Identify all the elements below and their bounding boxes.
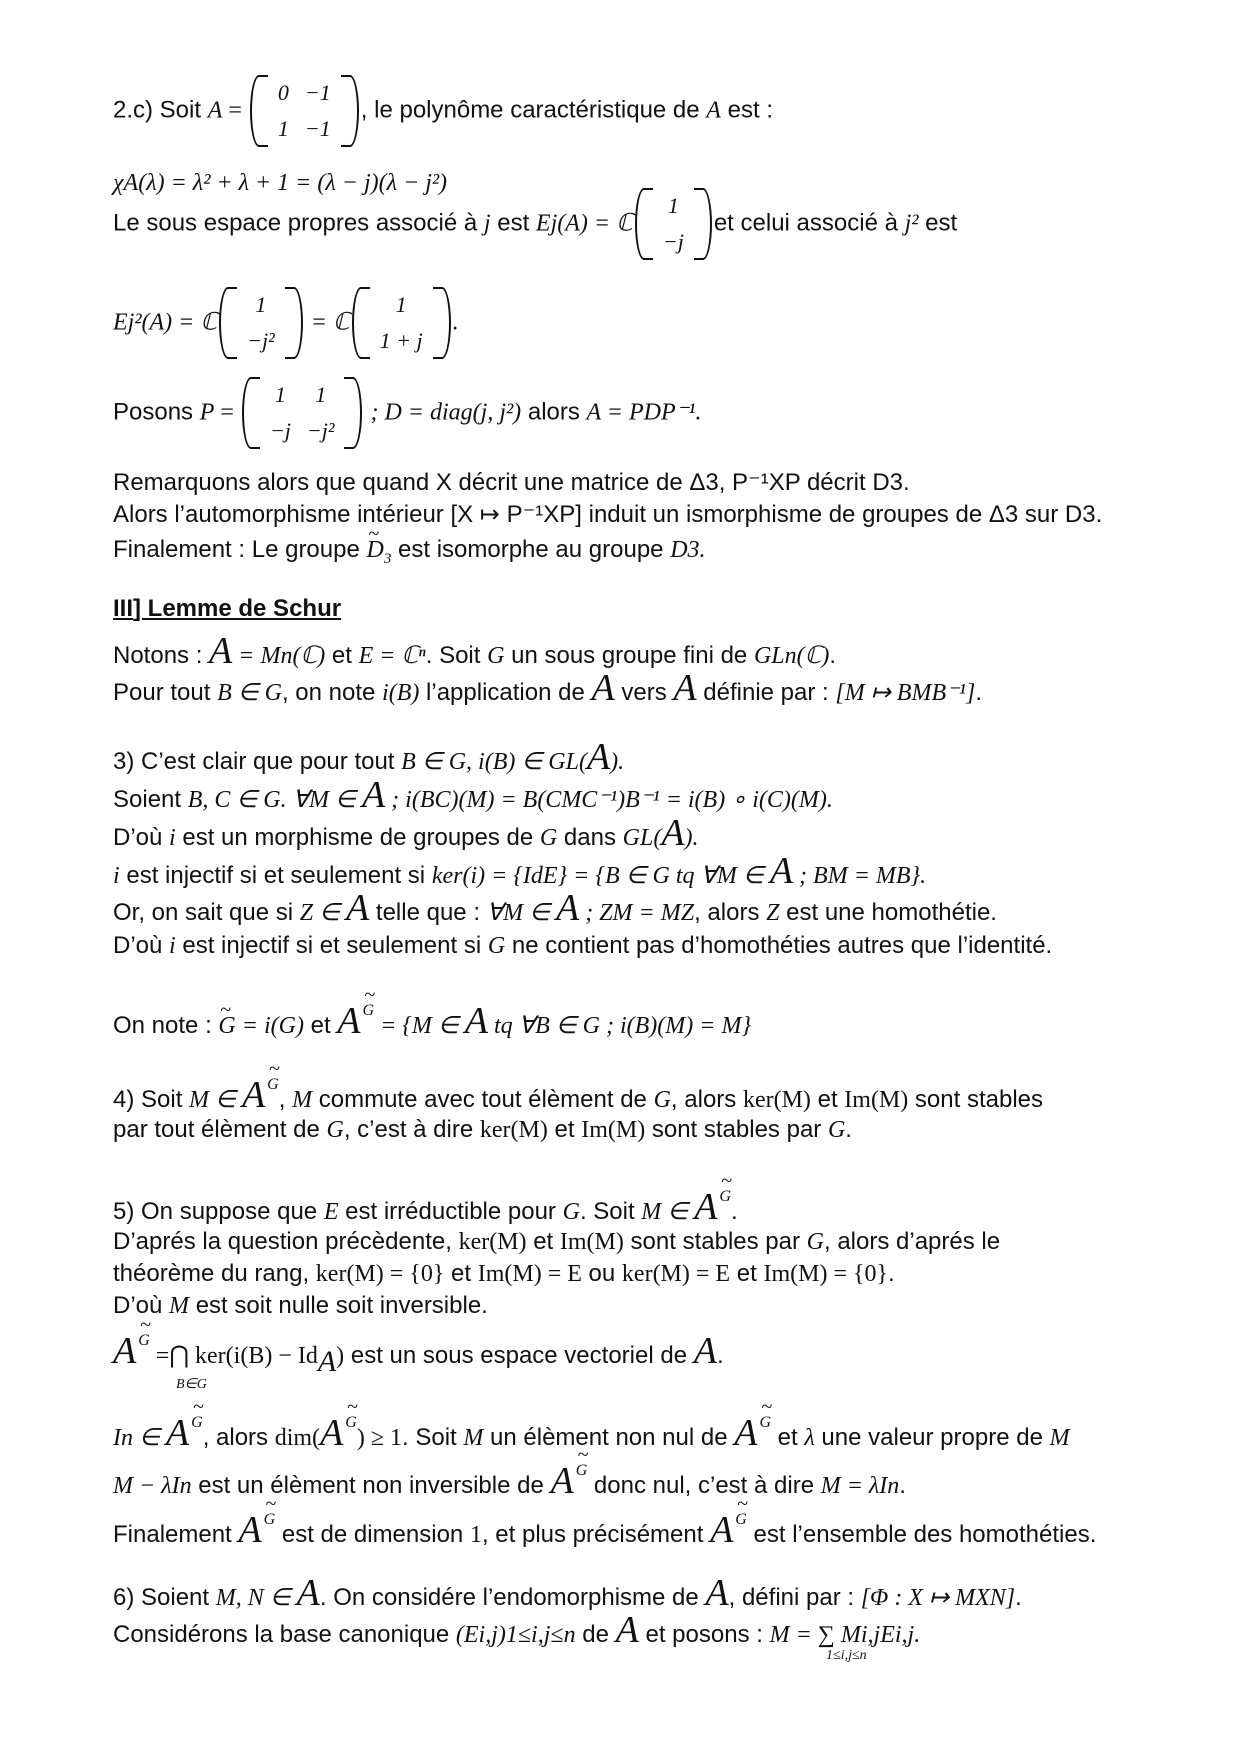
math: i xyxy=(169,825,176,851)
script-A: A xyxy=(693,1330,717,1372)
text: , on note xyxy=(281,679,383,706)
math: ) xyxy=(336,1343,345,1369)
text: donc nul, c’est à dire xyxy=(587,1472,821,1499)
text: est un élèment non inversible de xyxy=(191,1472,551,1499)
math: ker(M) xyxy=(458,1229,527,1255)
script-A: A xyxy=(296,1572,320,1614)
math: M − λIn xyxy=(113,1473,192,1499)
sup-G-tilde: ~ G xyxy=(363,996,375,1026)
text: théorème du rang, xyxy=(113,1260,316,1287)
matrix-cell: 1 xyxy=(277,116,289,141)
math: G xyxy=(806,1229,824,1255)
math: ker(i) = {IdE} = {B ∈ G tq ∀M ∈ xyxy=(431,863,770,889)
math: dim( xyxy=(274,1425,321,1451)
text: un élèment non nul de xyxy=(483,1424,735,1451)
math-D3: D3. xyxy=(670,537,706,563)
vector-1-1plusj xyxy=(350,287,453,359)
math: λ xyxy=(804,1425,815,1451)
text: . xyxy=(975,679,982,706)
text: Notons : xyxy=(113,642,210,669)
sup-G-tilde: ~ G xyxy=(576,1456,588,1486)
matrix-cell: 1 xyxy=(667,193,679,218)
text: est xyxy=(918,209,958,237)
text: ne contient pas d’homothéties autres que l’identité. xyxy=(505,932,1053,959)
text: est soit nulle soit inversible. xyxy=(189,1292,488,1319)
text: et xyxy=(547,1116,582,1143)
script-A: A xyxy=(694,1186,718,1228)
text: et xyxy=(810,1086,845,1113)
line-M-lambda xyxy=(113,1460,906,1504)
text: D’où xyxy=(113,1292,170,1319)
math-D-tilde: ~ D xyxy=(367,535,384,565)
matrix-cell: 1 + j xyxy=(379,328,423,353)
text: . xyxy=(888,1260,895,1287)
math: Z ∈ xyxy=(299,900,347,926)
line-base-canonique xyxy=(113,1609,921,1651)
math: E = ℂⁿ xyxy=(358,643,426,669)
text: , alors xyxy=(670,1086,743,1113)
text: est de dimension xyxy=(275,1521,470,1548)
text: est xyxy=(490,209,536,237)
math: B ∈ G, i(B) ∈ GL( xyxy=(401,749,587,775)
line-pour-tout xyxy=(113,667,982,709)
script-A: A xyxy=(673,667,697,709)
math: M xyxy=(169,1293,190,1319)
math: tq ∀B ∈ G ; i(B)(M) = M} xyxy=(488,1013,752,1039)
line-par-tout xyxy=(113,1115,852,1145)
math: [M ↦ BMB⁻¹] xyxy=(835,680,976,706)
text: D’où xyxy=(113,932,170,959)
math: = Mn(ℂ) xyxy=(232,643,326,669)
sup-G-tilde: ~ G xyxy=(735,1505,747,1535)
text: . xyxy=(899,1472,906,1499)
script-A: A xyxy=(241,1074,266,1116)
math: ). xyxy=(684,825,699,851)
script-A: A xyxy=(361,774,386,816)
text: est injectif si et seulement si xyxy=(175,932,488,959)
math: G xyxy=(827,1117,846,1143)
matrix-cell: −1 xyxy=(304,80,331,105)
text: un sous groupe fini de xyxy=(504,642,754,669)
line-In xyxy=(113,1412,1070,1456)
script-A: A xyxy=(734,1412,758,1454)
text: et xyxy=(325,642,359,669)
text: alors xyxy=(521,398,587,426)
script-A: A xyxy=(769,850,794,892)
script-A: A xyxy=(556,887,580,929)
math: ). xyxy=(610,749,625,775)
line-eigenspace-j2 xyxy=(113,287,459,359)
math: Im(M) = E xyxy=(477,1261,582,1287)
text: Le sous espace propres associé à xyxy=(113,209,484,237)
text: 3) C’est clair que pour tout xyxy=(113,748,402,775)
text: et xyxy=(526,1228,560,1255)
text: On note : xyxy=(113,1012,219,1039)
script-A: A xyxy=(346,887,370,929)
text: . xyxy=(1015,1584,1022,1611)
math: ker(M) xyxy=(742,1087,811,1113)
script-A: A xyxy=(165,1412,190,1454)
script-A: A xyxy=(710,1509,734,1551)
text: D’aprés la question précèdente, xyxy=(113,1228,459,1255)
math: B ∈ G xyxy=(217,680,282,706)
text: . On considére l’endomorphisme de xyxy=(319,1584,706,1611)
text: Posons xyxy=(113,398,200,426)
text: 4) Soit xyxy=(113,1086,190,1113)
script-A: A xyxy=(320,1412,344,1454)
intersection-index: B∈G xyxy=(176,1377,207,1392)
line-morphisme xyxy=(113,812,699,854)
math: ker(M) = E xyxy=(621,1261,731,1287)
script-A: A xyxy=(317,1345,337,1378)
matrix-cell: −j² xyxy=(247,328,275,353)
math-A: A xyxy=(706,97,721,124)
math: In ∈ xyxy=(113,1425,166,1451)
text: et celui associé à xyxy=(713,209,905,237)
math: Mi,jEi,j. xyxy=(834,1622,921,1648)
math: ; i(BC)(M) = B(CMC⁻¹)B⁻¹ = i(B) ∘ i(C)(M). xyxy=(385,787,833,813)
text: est l’ensemble des homothéties. xyxy=(746,1521,1097,1548)
matrix-cell: −j xyxy=(269,418,291,443)
text: est isomorphe au groupe xyxy=(391,536,671,563)
math: 1 xyxy=(469,1522,482,1548)
text: définie par : xyxy=(696,679,836,706)
text: . Soit xyxy=(425,642,488,669)
text: , défini par : xyxy=(728,1584,861,1611)
matrix-P xyxy=(240,377,365,449)
line-posons-P xyxy=(113,377,701,449)
script-A: A xyxy=(661,812,685,854)
line-remarquons: Remarquons alors que quand X décrit une matrice de Δ3, P⁻¹XP décrit D3. xyxy=(113,469,910,496)
line-5 xyxy=(113,1186,738,1230)
text: , alors xyxy=(694,899,767,926)
text: est : xyxy=(720,96,773,124)
text: de xyxy=(575,1621,616,1648)
math: M xyxy=(1049,1425,1070,1451)
sup-G-tilde: ~ G xyxy=(267,1070,279,1100)
line-dou-injectif xyxy=(113,931,1052,961)
line-finalement-groupe xyxy=(113,535,706,565)
sup-G-tilde: ~ G xyxy=(191,1408,203,1438)
script-A: A xyxy=(586,736,611,778)
matrix-cell: −j xyxy=(662,229,684,254)
text: et xyxy=(771,1424,805,1451)
text: 5) On suppose que xyxy=(113,1198,324,1225)
sup-G-tilde: ~ G xyxy=(264,1505,276,1535)
math-sub: 3 xyxy=(383,550,392,567)
vector-1-minus-j2 xyxy=(217,287,305,359)
line-nulle-inversible xyxy=(113,1291,488,1321)
math: i(B) xyxy=(382,680,420,706)
math: ker(M) = {0} xyxy=(315,1261,445,1287)
text: . xyxy=(716,1342,724,1369)
text: . Soit xyxy=(402,1424,464,1451)
text: Pour tout xyxy=(113,679,218,706)
text: est injectif si et seulement si xyxy=(119,862,432,889)
math-A: A xyxy=(207,97,223,124)
math: M ∈ xyxy=(189,1087,242,1113)
text: , xyxy=(278,1086,293,1113)
line-soient-BC xyxy=(113,774,833,816)
sup-G-tilde: ~ G xyxy=(759,1408,771,1438)
math-dot: . xyxy=(452,309,459,336)
math: ker(i(B) − Id xyxy=(195,1343,318,1369)
script-A: A xyxy=(238,1509,262,1551)
text: ou xyxy=(581,1260,622,1287)
text: , le polynôme caractéristique de xyxy=(360,96,707,124)
math: G xyxy=(487,643,505,669)
text: et xyxy=(730,1260,764,1287)
line-on-note xyxy=(113,1000,752,1044)
vector-1-minus-j xyxy=(633,188,714,260)
math: M xyxy=(292,1087,313,1113)
math: ker(M) xyxy=(479,1117,548,1143)
text: l’application de xyxy=(419,679,592,706)
math: G xyxy=(487,933,506,959)
text: est un sous espace vectoriel de xyxy=(344,1342,694,1369)
math: [Φ : X ↦ MXN] xyxy=(860,1585,1016,1611)
math: ∀M ∈ xyxy=(486,900,556,926)
math: ; ZM = MZ xyxy=(579,900,695,926)
line-automorphisme: Alors l’automorphisme intérieur [X ↦ P⁻¹XP] induit un ismorphisme de groupes de Δ3 sur D3. xyxy=(113,501,1103,528)
text: vers xyxy=(614,679,674,706)
matrix-cell: 1 xyxy=(395,292,407,317)
math-Ej: Ej(A) = ℂ xyxy=(535,210,633,237)
math-PDP: A = PDP⁻¹. xyxy=(586,399,702,426)
line-6 xyxy=(113,1572,1022,1614)
math: GL( xyxy=(622,825,662,851)
math: M = ∑ xyxy=(769,1622,835,1648)
line-2c xyxy=(113,75,773,147)
math: G xyxy=(326,1117,344,1143)
math: ) ≥ 1 xyxy=(356,1425,402,1451)
text: et posons : xyxy=(638,1621,770,1648)
matrix-A xyxy=(248,75,361,147)
text: . Soit xyxy=(579,1198,642,1225)
text: et xyxy=(444,1260,478,1287)
math-P: P xyxy=(199,399,215,426)
math-eq: = ℂ xyxy=(304,309,350,336)
text: par tout élèment de xyxy=(113,1116,327,1143)
text: Considérons la base canonique xyxy=(113,1621,456,1648)
math-D: ; D = diag(j, j²) xyxy=(364,399,522,426)
matrix-cell: −j² xyxy=(306,418,335,443)
script-A: A xyxy=(550,1460,574,1502)
text: est irréductible pour xyxy=(338,1198,563,1225)
matrix-cell: −1 xyxy=(304,116,331,141)
script-A: A xyxy=(464,1000,488,1042)
text: telle que : xyxy=(369,899,487,926)
script-A: A xyxy=(705,1572,729,1614)
text: . xyxy=(829,642,837,669)
math: M, N ∈ xyxy=(215,1585,297,1611)
script-A: A xyxy=(591,667,615,709)
math: B, C ∈ G. ∀M ∈ xyxy=(187,787,362,813)
line-or-on-sait xyxy=(113,887,997,929)
text: dans xyxy=(557,824,623,851)
text: , c’est à dire xyxy=(343,1116,480,1143)
text: D’où xyxy=(113,824,170,851)
line-theoreme xyxy=(113,1259,895,1289)
section-heading-schur xyxy=(113,594,341,624)
text: et xyxy=(303,1012,338,1039)
math: i xyxy=(169,933,176,959)
script-A: A xyxy=(615,1609,639,1651)
sum-index: 1≤i,j≤n xyxy=(826,1648,867,1663)
text: sont stables xyxy=(908,1086,1044,1113)
math-j2: j² xyxy=(904,210,919,237)
math: M ∈ xyxy=(641,1199,695,1225)
line-finalement-dim xyxy=(113,1509,1097,1553)
text: , alors d’aprés le xyxy=(823,1228,1001,1255)
text: Finalement : Le groupe xyxy=(113,536,367,563)
text: sont stables par xyxy=(623,1228,807,1255)
math: (Ei,j)1≤i,j≤n xyxy=(455,1622,576,1648)
heading-title: ] Lemme de Schur xyxy=(133,595,342,622)
line-intersection xyxy=(113,1330,724,1378)
matrix-cell: 1 xyxy=(255,292,267,317)
math-bigcap: =⋂ xyxy=(149,1343,196,1369)
heading-number: III xyxy=(113,595,134,622)
script-A: A xyxy=(113,1330,137,1372)
text: . xyxy=(730,1198,738,1225)
line-char-poly: χA(λ) = λ² + λ + 1 = (λ − j)(λ − j²) xyxy=(113,170,448,196)
line-injectif xyxy=(113,850,927,892)
math: Im(M) xyxy=(844,1087,909,1113)
text: Soient xyxy=(113,786,188,813)
text: , alors xyxy=(202,1424,275,1451)
script-A: A xyxy=(209,630,233,672)
math: G xyxy=(562,1199,580,1225)
text: est un morphisme de groupes de xyxy=(175,824,540,851)
text: 6) Soient xyxy=(113,1584,216,1611)
line-4 xyxy=(113,1074,1044,1118)
matrix-cell: 1 xyxy=(274,382,286,407)
math: GLn(ℂ) xyxy=(753,643,830,669)
math: i xyxy=(113,863,120,889)
line-notons xyxy=(113,630,837,672)
math: Im(M) xyxy=(559,1229,624,1255)
text: sont stables par xyxy=(645,1116,828,1143)
math-Ej2: Ej²(A) = ℂ xyxy=(113,309,218,336)
math: = i(G) xyxy=(235,1013,304,1039)
math: = {M ∈ xyxy=(374,1013,465,1039)
math: M xyxy=(463,1425,484,1451)
math: Im(M) xyxy=(581,1117,646,1143)
matrix-cell: 0 xyxy=(277,80,289,105)
math: Im(M) = {0} xyxy=(763,1261,889,1287)
matrix-cell: 1 xyxy=(315,382,327,407)
math: M = λIn xyxy=(820,1473,900,1499)
math-j: j xyxy=(483,210,491,237)
math: E xyxy=(323,1199,339,1225)
script-A: A xyxy=(337,1000,361,1042)
text: une valeur propre de xyxy=(814,1424,1050,1451)
text: Or, on sait que si xyxy=(113,899,300,926)
sup-G-tilde: ~ G xyxy=(138,1326,150,1356)
math: G xyxy=(653,1087,671,1113)
math: G xyxy=(539,825,558,851)
text: est une homothétie. xyxy=(779,899,997,926)
sup-G-tilde: ~ G xyxy=(719,1182,731,1212)
math-eq: = xyxy=(214,399,240,426)
math: ; BM = MB}. xyxy=(793,863,927,889)
text: Finalement xyxy=(113,1521,239,1548)
math: Z xyxy=(766,900,780,926)
text: commute avec tout élèment de xyxy=(312,1086,654,1113)
text: 2.c) Soit xyxy=(113,96,208,124)
text: . xyxy=(845,1116,852,1143)
line-dapres xyxy=(113,1227,1000,1257)
line-3 xyxy=(113,736,625,778)
math-G-tilde: ~ G xyxy=(218,1011,235,1041)
sup-G-tilde: ~ G xyxy=(345,1408,357,1438)
text: , et plus précisément xyxy=(481,1521,711,1548)
line-eigenspace-j xyxy=(113,188,957,260)
math-eq: = xyxy=(222,97,248,124)
